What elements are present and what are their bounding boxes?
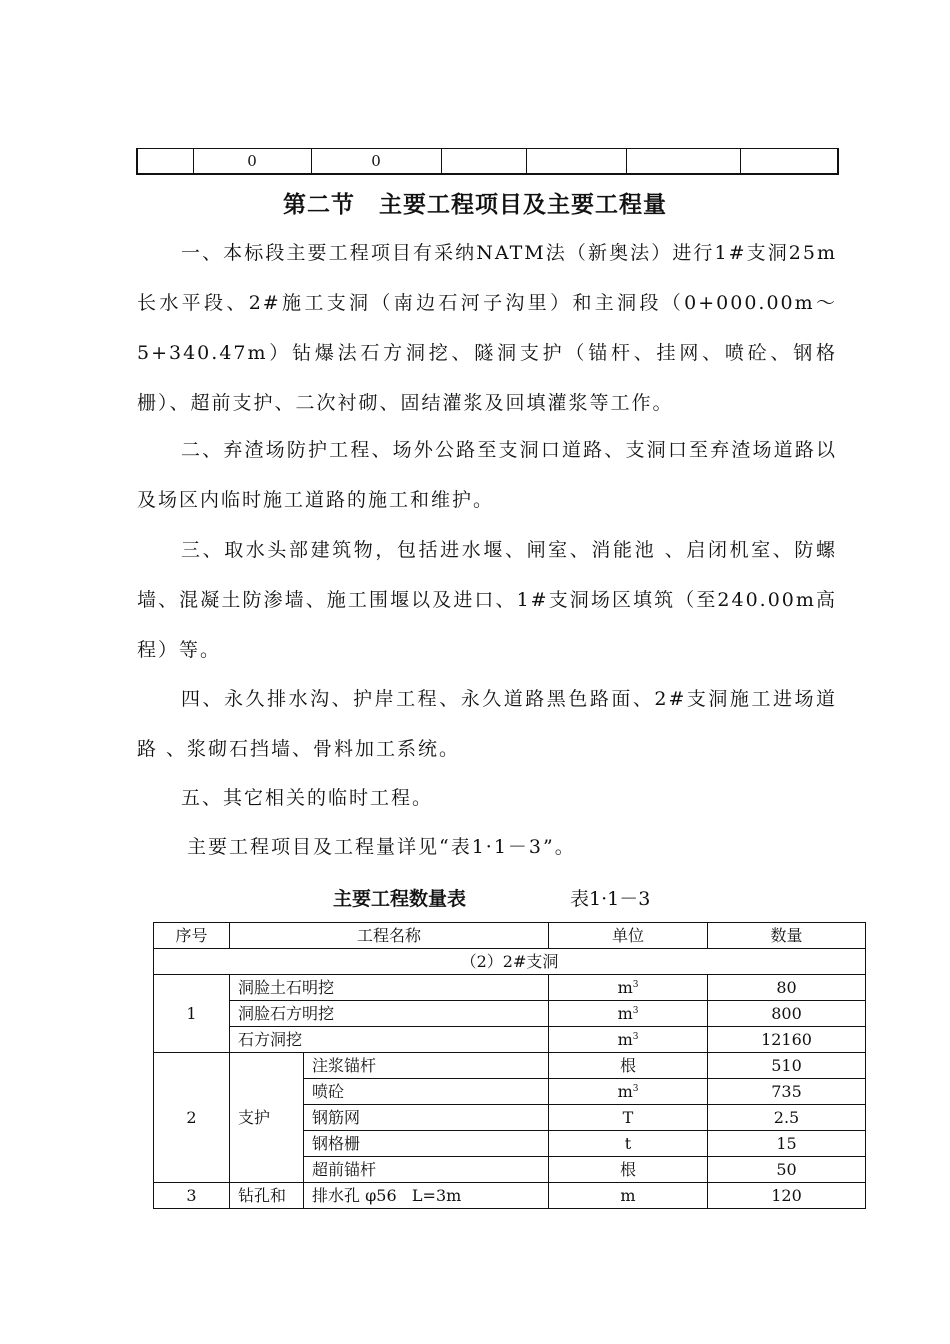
unit-cell: $m^3$: [549, 1001, 708, 1027]
table-row: [154, 975, 866, 1001]
body-text: [137, 822, 837, 872]
body-text: [137, 425, 837, 525]
body-text: [137, 525, 837, 675]
row-number: 3: [154, 1183, 230, 1209]
table-cell: [526, 149, 626, 175]
header-cell: 单位: [549, 923, 708, 949]
item-name: 排水孔 φ56 L=3m: [304, 1183, 549, 1209]
table-row: [137, 149, 838, 175]
unit-cell: $m^3$: [549, 1027, 708, 1053]
quantity-cell: 12160: [708, 1027, 866, 1053]
body-text: [137, 674, 837, 774]
table-title: 主要工程数量表: [333, 888, 467, 910]
paragraph-3: 三、取水头部建筑物，包括进水堰、闸室、消能池 、启闭机室、防螺墙、混凝土防渗墙、施工围堰以及进口、1#支洞场区填筑（至240.00m高程）等。: [137, 539, 837, 661]
unit-cell: 根: [549, 1157, 708, 1183]
unit-cell: m: [549, 1183, 708, 1209]
category-cell: 钻孔和: [230, 1183, 304, 1209]
header-cell: 序号: [154, 923, 230, 949]
header-cell: 工程名称: [230, 923, 549, 949]
quantity-cell: 80: [708, 975, 866, 1001]
paragraph-4: 四、永久排水沟、护岸工程、永久道路黑色路面、2#支洞施工进场道路 、浆砌石挡墙、骨料加工系统。: [137, 688, 837, 760]
table-cell: 0: [311, 149, 441, 175]
category-cell: 支护: [230, 1053, 304, 1183]
quantity-cell: 15: [708, 1131, 866, 1157]
table-caption: [0, 884, 950, 912]
table-row: [154, 1053, 866, 1079]
table-row: [154, 1001, 866, 1027]
item-name: 超前锚杆: [304, 1157, 549, 1183]
table-group-row: [154, 949, 866, 975]
table-header-row: [154, 923, 866, 949]
quantity-table: [153, 922, 866, 1209]
unit-cell: 根: [549, 1053, 708, 1079]
quantity-cell: 800: [708, 1001, 866, 1027]
item-name: 喷砼: [304, 1079, 549, 1105]
body-text: [137, 228, 837, 428]
item-name: 钢格栅: [304, 1131, 549, 1157]
table-number: 表1·1－3: [570, 888, 651, 910]
top-table-fragment: [136, 148, 839, 175]
paragraph-6: 主要工程项目及工程量详见“表1·1－3”。: [187, 836, 576, 858]
quantity-cell: 120: [708, 1183, 866, 1209]
body-text: [137, 773, 837, 823]
item-name: 石方洞挖: [230, 1027, 549, 1053]
header-cell: 数量: [708, 923, 866, 949]
table-cell: [626, 149, 740, 175]
table-row: [154, 1183, 866, 1209]
section-number: 第二节: [283, 192, 355, 218]
table-cell: [441, 149, 526, 175]
item-name: 注浆锚杆: [304, 1053, 549, 1079]
unit-cell: $m^3$: [549, 1079, 708, 1105]
table-row: [154, 1027, 866, 1053]
row-number: 1: [154, 975, 230, 1053]
quantity-cell: 50: [708, 1157, 866, 1183]
section-heading: 主要工程项目及主要工程量: [379, 192, 667, 218]
row-number: 2: [154, 1053, 230, 1183]
item-name: 钢筋网: [304, 1105, 549, 1131]
paragraph-2: 二、弃渣场防护工程、场外公路至支洞口道路、支洞口至弃渣场道路以及场区内临时施工道路的施工和维护。: [137, 439, 837, 511]
unit-cell: T: [549, 1105, 708, 1131]
paragraph-1: 一、本标段主要工程项目有采纳NATM法（新奥法）进行1#支洞25m长水平段、2#施工支洞（南边石河子沟里）和主洞段（0+000.00m～5+340.47m）钻爆法石方洞挖、隧洞支护（锚杆、挂网、喷砼、钢格栅）、超前支护、二次衬砌、固结灌浆及回填灌浆等工作。: [137, 242, 837, 414]
quantity-cell: 735: [708, 1079, 866, 1105]
quantity-cell: 2.5: [708, 1105, 866, 1131]
item-name: 洞脸土石明挖: [230, 975, 549, 1001]
unit-cell: $m^3$: [549, 975, 708, 1001]
quantity-cell: 510: [708, 1053, 866, 1079]
table-cell: [740, 149, 838, 175]
item-name: 洞脸石方明挖: [230, 1001, 549, 1027]
table-cell: 0: [193, 149, 311, 175]
unit-cell: t: [549, 1131, 708, 1157]
group-cell: （2）2#支洞: [154, 949, 866, 975]
section-title: [0, 186, 950, 219]
table-cell: [137, 149, 193, 175]
paragraph-5: 五、其它相关的临时工程。: [181, 787, 434, 809]
